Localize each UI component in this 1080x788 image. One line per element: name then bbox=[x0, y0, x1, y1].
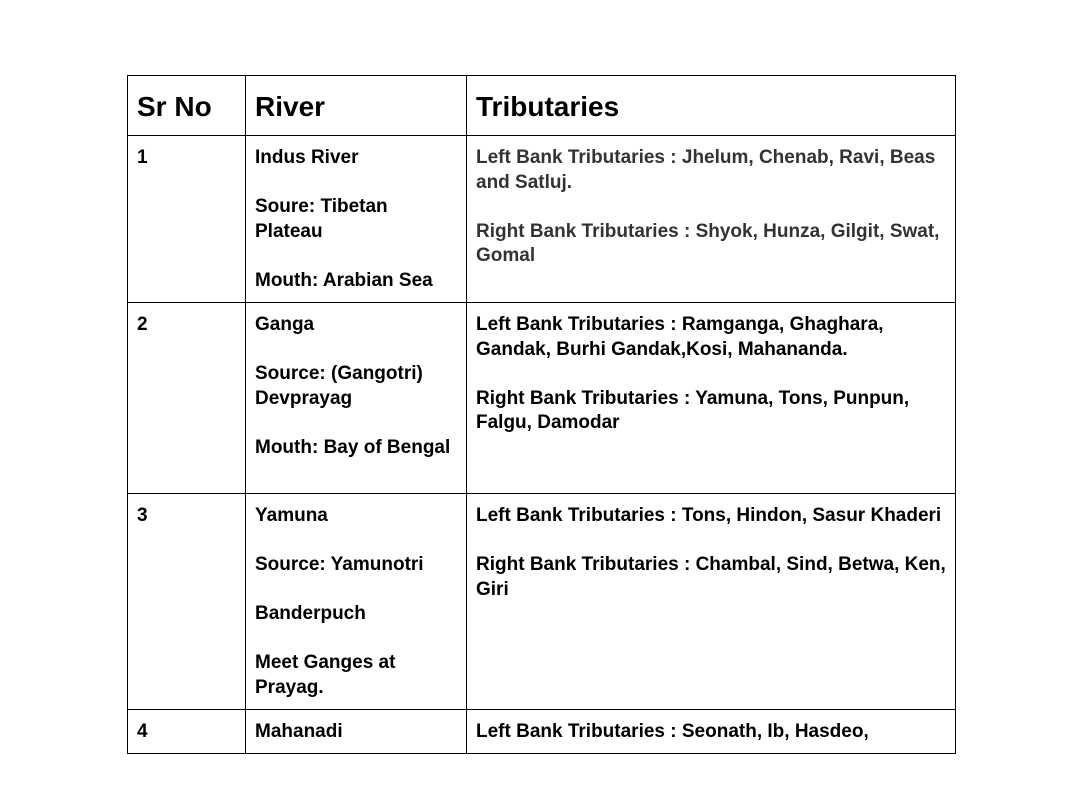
table-header-row bbox=[128, 76, 956, 136]
header-tributaries: Tributaries bbox=[467, 76, 956, 136]
river-mouth: Meet Ganges at Prayag. bbox=[255, 652, 396, 698]
table-row bbox=[128, 136, 956, 303]
river-name: Indus River bbox=[255, 147, 359, 168]
table-row bbox=[128, 303, 956, 494]
tributaries-cell bbox=[467, 303, 956, 494]
table-row bbox=[128, 494, 956, 710]
rivers-table bbox=[127, 75, 956, 754]
river-cell bbox=[246, 136, 467, 303]
header-river: River bbox=[246, 76, 467, 136]
river-name: Yamuna bbox=[255, 505, 328, 526]
tributaries-cell bbox=[467, 494, 956, 710]
river-source: Source: (Gangotri) Devprayag bbox=[255, 363, 423, 409]
sr-no-cell: 4 bbox=[128, 710, 246, 754]
river-source: Source: Yamunotri bbox=[255, 554, 424, 575]
sr-no-cell: 3 bbox=[128, 494, 246, 710]
tributaries-cell bbox=[467, 136, 956, 303]
river-cell bbox=[246, 710, 467, 754]
left-bank-tributaries: Left Bank Tributaries : Tons, Hindon, Sasur Khaderi bbox=[476, 505, 942, 526]
right-bank-tributaries: Right Bank Tributaries : Shyok, Hunza, Gilgit, Swat, Gomal bbox=[476, 220, 940, 266]
river-mouth: Mouth: Bay of Bengal bbox=[255, 436, 451, 458]
river-mouth: Mouth: Arabian Sea bbox=[255, 269, 433, 291]
river-source: Soure: Tibetan Plateau bbox=[255, 196, 388, 242]
sr-no-cell: 1 bbox=[128, 136, 246, 303]
left-bank-tributaries: Left Bank Tributaries : Ramganga, Ghaghara, Gandak, Burhi Gandak,Kosi, Mahananda. bbox=[476, 314, 884, 360]
river-name: Ganga bbox=[255, 314, 315, 335]
river-cell bbox=[246, 494, 467, 710]
right-bank-tributaries: Right Bank Tributaries : Yamuna, Tons, Punpun, Falgu, Damodar bbox=[476, 387, 910, 433]
table-row bbox=[128, 710, 956, 754]
left-bank-tributaries: Left Bank Tributaries : Jhelum, Chenab, Ravi, Beas and Satluj. bbox=[476, 147, 936, 193]
river-name: Mahanadi bbox=[255, 721, 343, 742]
header-sr-no: Sr No bbox=[128, 76, 246, 136]
sr-no-cell: 2 bbox=[128, 303, 246, 494]
river-cell bbox=[246, 303, 467, 494]
left-bank-tributaries: Left Bank Tributaries : Seonath, Ib, Hasdeo, bbox=[476, 721, 869, 742]
right-bank-tributaries: Right Bank Tributaries : Chambal, Sind, Betwa, Ken, Giri bbox=[476, 554, 946, 600]
tributaries-cell bbox=[467, 710, 956, 754]
river-source-extra: Banderpuch bbox=[255, 603, 366, 624]
